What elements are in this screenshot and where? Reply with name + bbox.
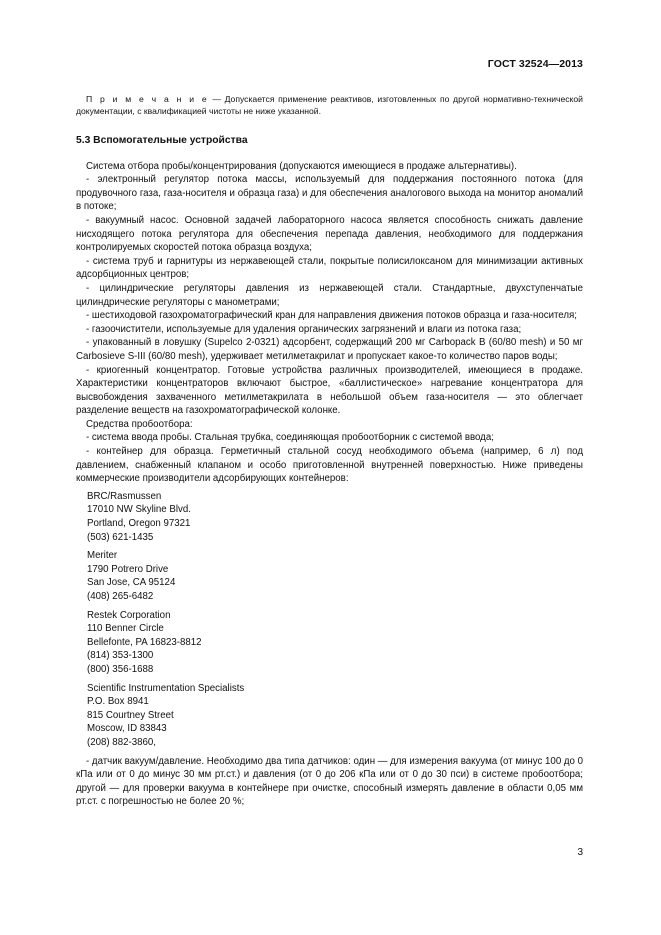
paragraph: - электронный регулятор потока массы, используемый для поддержания постоянного потока (для продувочного газа, газа-носителя и образца газа) и для обеспечения аналогового выхода на монитор аномалий в потоке;: [76, 174, 583, 213]
paragraph: - система труб и гарнитуры из нержавеющей стали, покрытые полисилоксаном для минимизации активных адсорбционных центров;: [76, 255, 583, 281]
supplier-line: San Jose, CA 95124: [87, 577, 176, 589]
document-body: [76, 93, 583, 809]
paragraphs-b: [76, 755, 583, 809]
supplier-line: 110 Benner Circle: [87, 623, 164, 635]
supplier-line: Bellefonte, PA 16823-8812: [87, 636, 202, 648]
page-number: 3: [577, 847, 583, 858]
supplier-brc: [87, 490, 583, 544]
paragraph: - контейнер для образца. Герметичный стальной сосуд необходимого объема (например, 6 л) под давлением, снабженный клапаном и особо приготовленной внутренней поверхностью. Ниже приведены коммерческие производители адсорбирующих контейнеров:: [76, 446, 583, 485]
paragraph: Система отбора пробы/концентрирования (допускаются имеющиеся в продаже альтернативы).: [86, 160, 517, 172]
supplier-line: 17010 NW Skyline Blvd.: [87, 504, 191, 516]
supplier-restek: [87, 609, 583, 677]
supplier-line: Portland, Oregon 97321: [87, 518, 191, 530]
supplier-line: Moscow, ID 83843: [87, 723, 167, 735]
supplier-line: 1790 Potrero Drive: [87, 563, 169, 575]
supplier-line: 815 Courtney Street: [87, 709, 174, 721]
paragraphs-a: [76, 160, 583, 486]
note-text: — Допускается применение реактивов, изготовленных по другой нормативно-технической документации, с квалификацией чистоты не ниже указанной.: [76, 94, 583, 116]
supplier-sis: [87, 682, 583, 750]
paragraph: - система ввода пробы. Стальная трубка, соединяющая пробоотборник с системой ввода;: [86, 432, 494, 444]
note-label: П р и м е ч а н и е: [86, 94, 209, 104]
supplier-line: Meriter: [87, 550, 118, 562]
supplier-line: (814) 353-1300: [87, 650, 154, 662]
supplier-line: BRC/Rasmussen: [87, 490, 162, 502]
supplier-line: P.O. Box 8941: [87, 696, 149, 708]
supplier-meriter: [87, 549, 583, 603]
paragraph: - криогенный концентратор. Готовые устройства различных производителей, имеющиеся в продаже. Характеристики концентраторов включают быстрое, «баллистическое» нагревание концентратора для высвобождения захваченного метилметакрилата в небольшой объем газа-носителя — это облегчает разделение веществ на газохроматографической колонке.: [76, 364, 583, 417]
supplier-line: (800) 356-1688: [87, 663, 154, 675]
supplier-line: Scientific Instrumentation Specialists: [87, 682, 245, 694]
supplier-line: (208) 882-3860,: [87, 736, 156, 748]
paragraph: - упакованный в ловушку (Supelco 2-0321) адсорбент, содержащий 200 мг Carbopack B (60/80 mesh) и 50 мг Carbosieve S-III (60/80 mesh), удерживает метилметакрилат и пропускает какое-то количество паров воды;: [76, 337, 583, 362]
paragraph: - шестиходовой газохроматографический кран для направления движения потоков образца и газа-носителя;: [86, 310, 577, 322]
document-id: ГОСТ 32524—2013: [487, 58, 583, 70]
supplier-line: Restek Corporation: [87, 609, 171, 621]
supplier-line: (408) 265-6482: [87, 591, 154, 602]
note: [76, 93, 583, 117]
paragraph: - датчик вакуум/давление. Необходимо два типа датчиков: один — для измерения вакуума (от минус 100 до 0 кПа или от 0 до минус 30 мм рт.ст.) и давления (от 0 до 206 кПа или от 0 до 30 пси) в системе пробоотбора; другой — для проверки вакуума в контейнере при очистке, способный измерять давление в области 0,05 мм рт.ст. с погрешностью не более 20 %;: [76, 755, 584, 808]
supplier-line: (503) 621-1435: [87, 531, 154, 543]
paragraph: - цилиндрические регуляторы давления из нержавеющей стали. Стандартные, двухступенчатые цилиндрические регуляторы с манометрами;: [76, 282, 583, 308]
section-title: 5.3 Вспомогательные устройства: [76, 135, 248, 146]
paragraph: - вакуумный насос. Основной задачей лабораторного насоса является способность снижать давление нисходящего потока регулятора для обеспечения перепада давления, необходимого для поддержания контролируемых скоростей потока образца воздуха;: [76, 214, 583, 254]
paragraph: - газоочистители, используемые для удаления органических загрязнений и влаги из потока газа;: [86, 323, 522, 335]
paragraph: Средства пробоотбора:: [86, 418, 193, 430]
